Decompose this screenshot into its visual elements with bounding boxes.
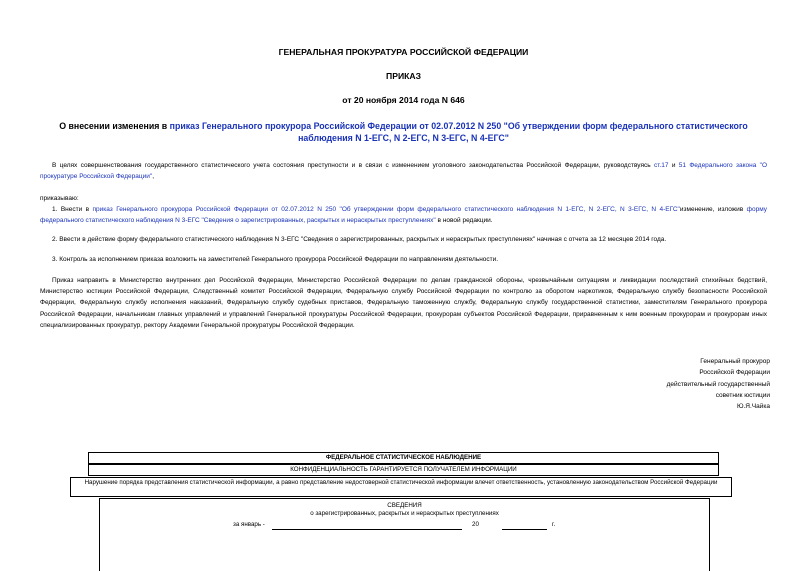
form-3-egs-link[interactable]: форму федерального статистического наблюдения N 3-ЕГС "Сведения о зарегистрированных, раскрытых и нераскрытых преступлениях": [40, 206, 767, 225]
order-word: приказываю:: [40, 195, 79, 202]
report-title: СВЕДЕНИЯ: [387, 502, 422, 509]
intro-paragraph: [40, 160, 767, 182]
warning-box: Нарушение порядка представления статистической информации, а равно представление недостоверной статистической информации влечет ответственность, установленную законодательством Российской Федерации: [70, 477, 732, 497]
signature-line-1: Генеральный прокурор: [700, 358, 770, 365]
year-prefix: 20: [472, 521, 479, 528]
intro-text-b: и: [668, 162, 679, 169]
intro-text-c: ,: [152, 173, 154, 181]
item-2-paragraph: 2. Ввести в действие форму федерального статистического наблюдения N 3-ЕГС "Сведения о зарегистрированных, раскрытых и нераскрытых преступлениях" начиная с отчета за 12 месяцев 2014 года.: [52, 236, 667, 243]
period-label: за январь -: [233, 521, 265, 528]
year-suffix: г.: [552, 521, 556, 528]
signature-block: [667, 356, 770, 412]
report-subtitle: о зарегистрированных, раскрытых и нераскрытых преступлениях: [310, 510, 499, 517]
order-250-link[interactable]: приказ Генерального прокурора Российской Федерации от 02.07.2012 N 250 "Об утверждении форм федерального статистического наблюдения N 1-ЕГС, N 2-ЕГС, N 3-ЕГС, N 4-ЕГС": [92, 206, 680, 213]
subject-prefix: О внесении изменения в: [59, 121, 170, 131]
period-month-line[interactable]: [272, 529, 462, 530]
doc-type: ПРИКАЗ: [386, 71, 421, 81]
signature-line-4: советник юстиции: [715, 391, 770, 399]
org-title: ГЕНЕРАЛЬНАЯ ПРОКУРАТУРА РОССИЙСКОЙ ФЕДЕРАЦИИ: [278, 47, 529, 57]
signature-name: Ю.Я.Чайка: [736, 403, 770, 411]
signature-line-3: действительный государственный: [666, 380, 770, 388]
fed-observation-box: ФЕДЕРАЛЬНОЕ СТАТИСТИЧЕСКОЕ НАБЛЮДЕНИЕ: [88, 452, 719, 464]
article-17-link[interactable]: ст.17: [653, 162, 669, 169]
federal-law-link[interactable]: 51 Федерального закона "О прокуратуре Российской Федерации": [40, 162, 768, 181]
item-1-text-b: изменение, изложив: [679, 206, 747, 213]
doc-subject: [40, 121, 767, 144]
distribution-paragraph: Приказ направить в Министерство внутренних дел Российской Федерации, Министерство Российской Федерации по делам гражданской обороны, чрезвычайным ситуациям и ликвидации последствий стихийных бедствий, Министерство юстиции Российской Федерации, Следственный комитет Российской Федерации, Федеральную службу Российской Федерации по контролю за оборотом наркотиков, Федеральную службу безопасности Российской Федерации, Федеральную службу исполнения наказаний, Федеральную службу судебных приставов, Федеральную таможенную службу, Федеральную службу государственной статистики, заместителям Генерального прокурора Российской Федерации, начальникам главных управлений и управлений Генеральной прокуратуры Российской Федерации, прокурорам субъектов Российской Федерации, приравненным к ним военным прокурорам и прокурорам иных специализированных прокуратур, ректору Академии Генеральной прокуратуры Российской Федерации.: [40, 277, 767, 329]
confidentiality-box: КОНФИДЕНЦИАЛЬНОСТЬ ГАРАНТИРУЕТСЯ ПОЛУЧАТЕЛЕМ ИНФОРМАЦИИ: [88, 464, 719, 476]
doc-date-number: от 20 ноября 2014 года N 646: [342, 95, 465, 105]
report-title-box: [99, 498, 710, 571]
item-1-paragraph: [40, 204, 767, 226]
item-3-paragraph: 3. Контроль за исполнением приказа возложить на заместителей Генерального прокурора Российской Федерации по направлениям деятельности.: [52, 256, 499, 263]
subject-order-link[interactable]: приказ Генерального прокурора Российской Федерации от 02.07.2012 N 250 "Об утверждении форм федерального статистического наблюдения N 1-ЕГС, N 2-ЕГС, N 3-ЕГС, N 4-ЕГС": [169, 121, 748, 143]
signature-line-2: Российской Федерации: [699, 369, 770, 377]
item-1-text-a: 1. Внести в: [52, 206, 93, 213]
intro-text-a: В целях совершенствования государственного статистического учета состояния преступности и в связи с изменением уголовного законодательства Российской Федерации, руководствуясь: [52, 162, 654, 169]
item-1-text-c: в новой редакции.: [435, 217, 493, 225]
year-line[interactable]: [502, 529, 547, 530]
